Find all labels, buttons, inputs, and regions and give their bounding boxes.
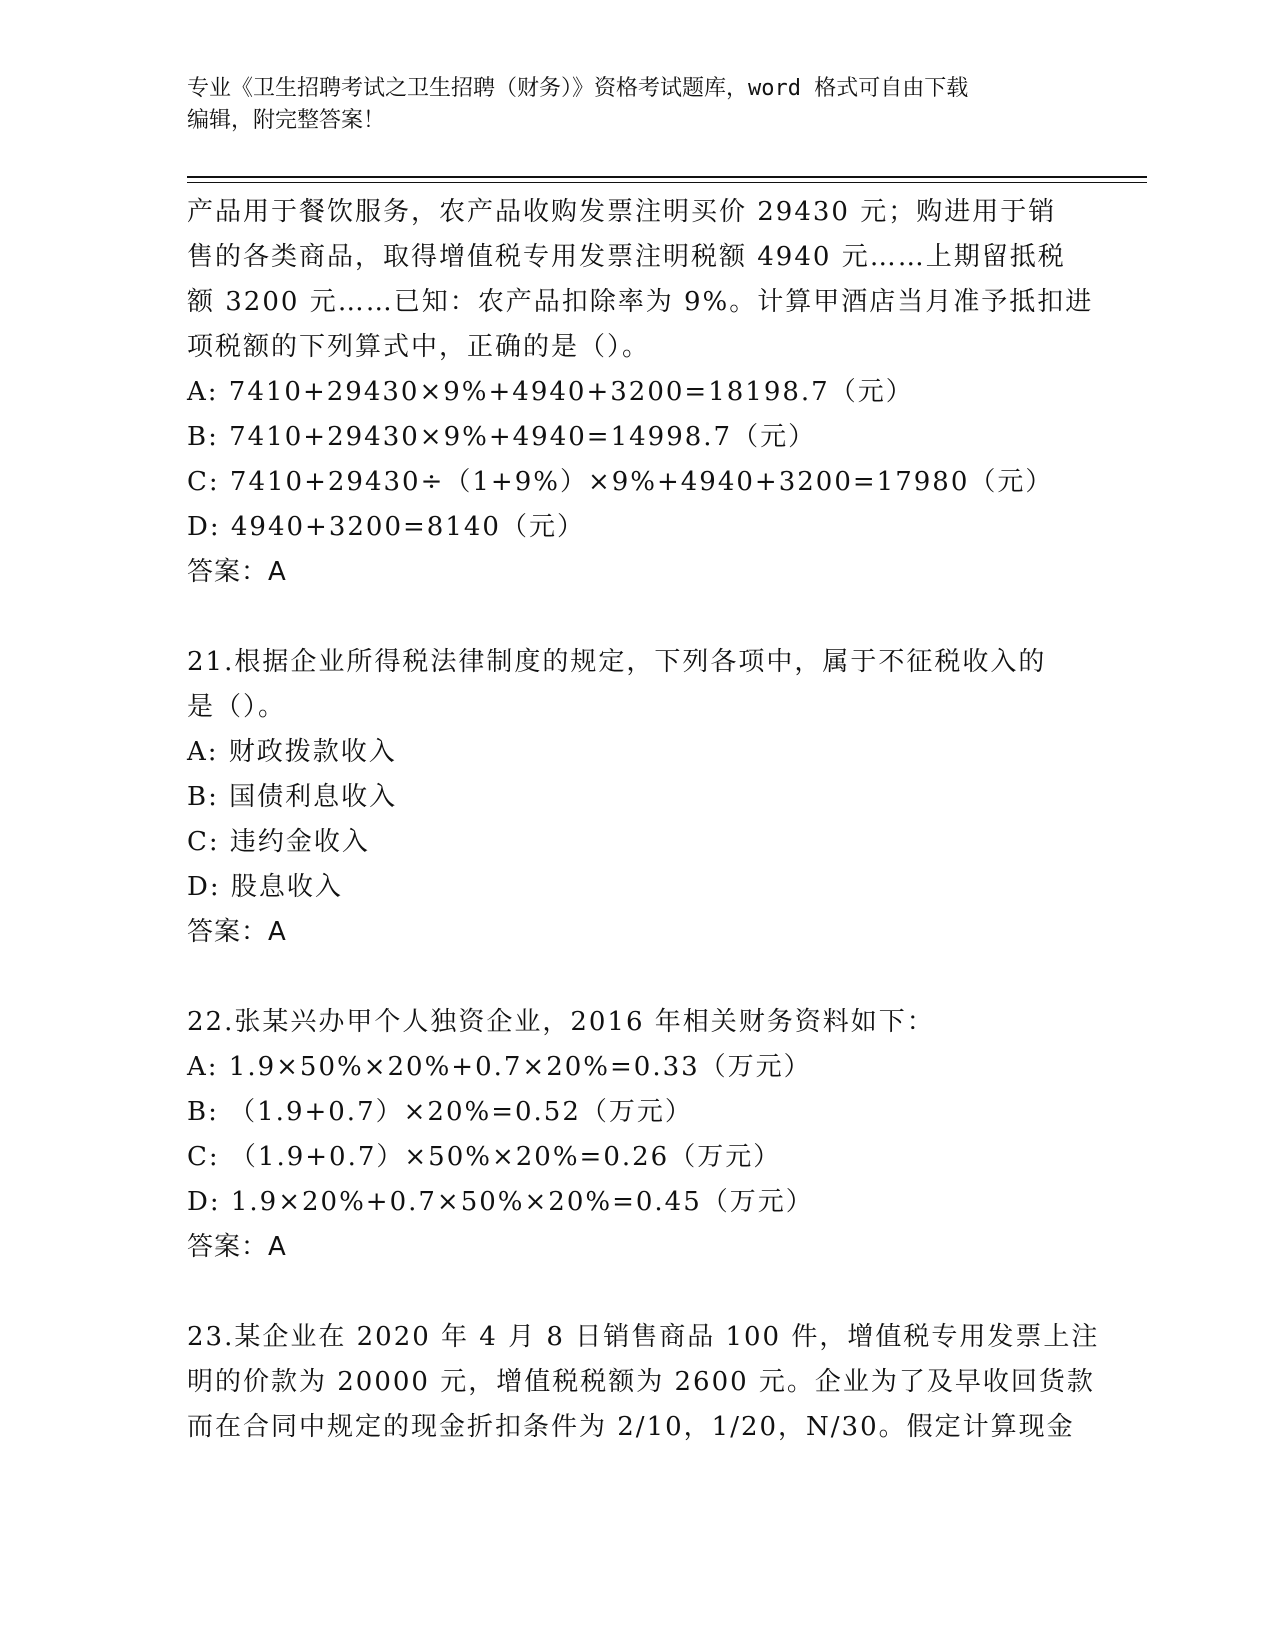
header-rule-thin [187,182,1147,183]
answer-line: 答案：A [187,917,287,947]
option-a: A: 1.9×50%×20%+0.7×20%=0.33（万元） [187,1052,812,1082]
question-text-line: 额 3200 元……已知：农产品扣除率为 9%。计算甲酒店当月准予抵扣进 [187,287,1094,317]
question-text-line: 23.某企业在 2020 年 4 月 8 日销售商品 100 件，增值税专用发票上注 [187,1322,1100,1352]
spacer [187,1270,1087,1315]
question-text-line: 是（）。 [187,692,287,722]
option-b: B: 7410+29430×9%+4940=14998.7（元） [187,422,817,452]
question-text-line: 而在合同中规定的现金折扣条件为 2/10，1/20，N/30。假定计算现金 [187,1412,1075,1442]
question-text-line: 售的各类商品，取得增值税专用发票注明税额 4940 元……上期留抵税 [187,242,1066,272]
option-b: B: （1.9+0.7）×20%=0.52（万元） [187,1097,693,1127]
header-rule-thick [187,176,1147,178]
spacer [187,955,1087,1000]
header-line-2: 编辑，附完整答案！ [187,108,386,133]
question-20 [187,190,1094,595]
spacer [187,595,1087,640]
option-a: A: 财政拨款收入 [187,737,397,767]
answer-line: 答案：A [187,1232,287,1262]
document-header [187,73,1087,137]
question-text-line: 22.张某兴办甲个人独资企业，2016 年相关财务资料如下： [187,1007,935,1037]
answer-line: 答案：A [187,557,287,587]
question-23 [187,1315,1100,1450]
option-c: C: 违约金收入 [187,827,370,857]
option-d: D: 股息收入 [187,872,343,902]
question-22 [187,1000,1087,1270]
option-c: C: （1.9+0.7）×50%×20%=0.26（万元） [187,1142,782,1172]
question-text-line: 明的价款为 20000 元，增值税税额为 2600 元。企业为了及早收回货款 [187,1367,1095,1397]
question-text-line: 21.根据企业所得税法律制度的规定，下列各项中，属于不征税收入的 [187,647,1047,677]
option-a: A: 7410+29430×9%+4940+3200=18198.7（元） [187,377,914,407]
option-b: B: 国债利息收入 [187,782,398,812]
header-line-1: 专业《卫生招聘考试之卫生招聘（财务）》资格考试题库，word 格式可自由下载 [187,76,969,101]
question-text-line: 项税额的下列算式中，正确的是（）。 [187,332,651,362]
option-d: D: 1.9×20%+0.7×50%×20%=0.45（万元） [187,1187,814,1217]
question-text-line: 产品用于餐饮服务，农产品收购发票注明买价 29430 元；购进用于销 [187,197,1057,227]
option-c: C: 7410+29430÷（1+9%）×9%+4940+3200=17980（元） [187,467,1054,497]
document-body [187,190,1100,1450]
option-d: D: 4940+3200=8140（元） [187,512,585,542]
question-21 [187,640,1087,955]
